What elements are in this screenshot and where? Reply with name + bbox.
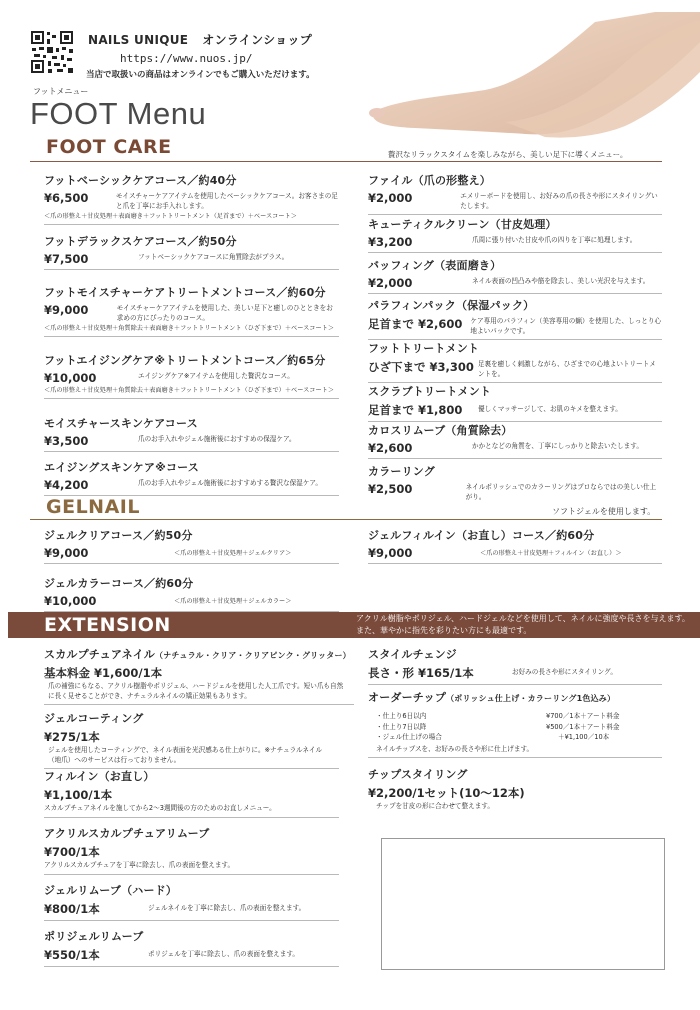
row-label: ・仕上り6日以内 bbox=[376, 712, 427, 720]
qr-code bbox=[30, 30, 74, 74]
menu-item bbox=[44, 646, 354, 705]
item-price: ¥275/1本 bbox=[44, 730, 100, 744]
item-price: ¥2,000 bbox=[368, 276, 413, 290]
menu-item bbox=[368, 216, 662, 253]
online-shop-label: オンラインショップ bbox=[202, 33, 313, 47]
item-divider bbox=[368, 563, 662, 564]
blank-note-box bbox=[381, 838, 665, 970]
item-divider bbox=[368, 757, 662, 758]
item-desc: ポリジェルを丁寧に除去し、爪の表面を整えます。 bbox=[148, 950, 299, 958]
menu-item bbox=[368, 383, 662, 422]
item-price: ¥9,000 bbox=[44, 303, 89, 317]
menu-item bbox=[44, 527, 339, 564]
item-desc: ネイルチップスを、お好みの長さや形に仕上げます。 bbox=[376, 744, 534, 753]
item-desc: 足裏を癒しく刺激しながら、ひざまでの心地よいトリートメントを。 bbox=[477, 360, 656, 378]
item-price: 足首まで ¥2,600 bbox=[368, 317, 463, 331]
item-price: ¥550/1本 bbox=[44, 948, 100, 962]
item-desc: かかとなどの角質を、丁寧にしっかりと除去いたします。 bbox=[472, 442, 643, 450]
item-name: フットモイスチャーケアトリートメントコース／約60分 bbox=[44, 286, 326, 299]
item-detail: ＜爪の形整え＋甘皮処理＋角質除去＋表面磨き＋フットトリートメント（ひざ下まで）＋ベースコート＞ bbox=[44, 325, 335, 333]
row-label: ・ジェル仕上げの場合 bbox=[376, 733, 442, 742]
item-divider bbox=[44, 966, 339, 967]
item-desc: 爪のお手入れやジェル施術後におすすめの保湿ケア。 bbox=[138, 435, 296, 443]
gelnail-title: GELNAIL bbox=[46, 496, 140, 518]
item-divider bbox=[368, 293, 662, 294]
item-desc: 爪周に張り付いた甘皮や爪の四りを丁寧に処理します。 bbox=[472, 236, 637, 244]
item-divider bbox=[44, 451, 339, 452]
item-divider bbox=[44, 269, 339, 270]
item-price: 基本料金 ¥1,600/1本 bbox=[44, 666, 163, 680]
menu-item bbox=[44, 284, 339, 337]
item-divider bbox=[44, 817, 339, 818]
menu-item bbox=[44, 233, 339, 270]
item-desc: 優しくマッサージして、お肌のキメを整えます。 bbox=[478, 405, 622, 413]
item-price: ¥9,000 bbox=[44, 546, 89, 560]
item-detail: ＜爪の形整え＋甘皮処理＋ジェルカラー＞ bbox=[174, 598, 292, 605]
item-name: カロスリムーブ（角質除去） bbox=[368, 424, 513, 437]
item-detail: ＜爪の形整え＋甘皮処理＋フィルイン（お直し）＞ bbox=[480, 550, 622, 557]
foot-care-title: FOOT CARE bbox=[46, 136, 172, 158]
menu-item bbox=[368, 340, 662, 383]
item-name: モイスチャースキンケアコース bbox=[44, 417, 198, 430]
menu-item bbox=[44, 882, 339, 921]
table-row bbox=[376, 711, 662, 722]
online-notice: 当店で取扱いの商品はオンラインでもご購入いただけます。 bbox=[86, 70, 315, 80]
foot-care-divider bbox=[30, 161, 662, 162]
item-price: ¥2,000 bbox=[368, 191, 413, 205]
feet-photo bbox=[355, 12, 700, 140]
item-desc: エメリーボードを使用し、お好みの爪の長さや形にスタイリングいたします。 bbox=[460, 192, 658, 210]
item-divider bbox=[368, 684, 662, 685]
item-desc: アクリルスカルプチュアを丁寧に除去し、爪の表面を整えます。 bbox=[44, 861, 235, 869]
menu-item bbox=[44, 415, 339, 452]
extension-title: EXTENSION bbox=[44, 614, 171, 636]
item-name-sub: （ポリッシュ仕上げ・カラーリング1色込み） bbox=[446, 694, 616, 703]
item-name: パラフィンパック（保湿パック） bbox=[368, 299, 535, 312]
item-detail: ＜爪の形整え＋甘皮処理＋ジェルクリア＞ bbox=[174, 550, 292, 557]
item-price: ¥800/1本 bbox=[44, 902, 100, 916]
item-desc: エイジングケア※アイテムを使用した贅沢なコース。 bbox=[138, 372, 294, 380]
item-name: ジェルクリアコース／約50分 bbox=[44, 529, 193, 542]
menu-sub-label: フットメニュー bbox=[33, 87, 89, 96]
brand-line bbox=[88, 31, 312, 48]
item-name: スクラブトリートメント bbox=[368, 385, 492, 398]
item-price: ¥2,500 bbox=[368, 482, 413, 496]
menu-item bbox=[368, 172, 662, 215]
item-name: キューティクルクリーン（甘皮処理） bbox=[368, 218, 557, 231]
item-price: ¥10,000 bbox=[44, 371, 97, 385]
item-divider bbox=[44, 336, 339, 337]
item-price: ¥2,600 bbox=[368, 441, 413, 455]
item-divider bbox=[44, 563, 339, 564]
item-divider bbox=[44, 704, 354, 705]
item-name: カラーリング bbox=[368, 465, 435, 478]
row-value: ¥700／1本＋アート料金 bbox=[546, 712, 620, 720]
item-divider bbox=[44, 920, 339, 921]
item-divider bbox=[44, 224, 339, 225]
item-name-sub: （ナチュラル・クリア・クリアピンク・グリッター） bbox=[155, 651, 351, 660]
row-value: ¥500／1本＋アート料金 bbox=[546, 722, 620, 731]
extension-desc: アクリル樹脂やポリジェル、ハードジェルなどを使用して、ネイルに強度や長さを与えます。また、華やかに指先を彩りたい方にも最適です。 bbox=[356, 614, 690, 635]
item-price: ¥6,500 bbox=[44, 191, 89, 205]
menu-item bbox=[44, 768, 339, 818]
item-desc: チップを甘皮の形に合わせて整えます。 bbox=[376, 802, 494, 810]
menu-item bbox=[44, 825, 339, 875]
item-name: ジェルフィルイン（お直し）コース／約60分 bbox=[368, 529, 595, 542]
menu-item bbox=[44, 575, 339, 612]
foot-care-desc: 贅沢なリラックスタイムを楽しみながら、美しい足下に導くメニュー。 bbox=[388, 150, 628, 159]
menu-item bbox=[368, 689, 662, 758]
item-name: エイジングスキンケア※コース bbox=[44, 461, 200, 474]
menu-item bbox=[44, 172, 339, 225]
item-desc: ジェルを使用したコーティングで、ネイル表面を光沢感ある仕上がりに。※ナチュラルネイル（地爪）へのサービスは行っておりません。 bbox=[48, 746, 323, 764]
row-label: ・仕上り7日以降 bbox=[376, 722, 427, 731]
menu-item bbox=[368, 257, 662, 294]
item-detail: ＜爪の形整え＋甘皮処理＋角質除去＋表面磨き＋フットトリートメント（ひざ下まで）＋ベースコート＞ bbox=[44, 387, 335, 394]
item-name: フットデラックスケアコース／約50分 bbox=[44, 235, 237, 248]
item-detail: ＜爪の形整え＋甘皮処理＋表面磨き＋フットトリートメント（足首まで）＋ベースコート＞ bbox=[44, 213, 297, 221]
menu-item bbox=[368, 463, 662, 502]
item-divider bbox=[368, 214, 662, 215]
item-price: ひざ下まで ¥3,300 bbox=[368, 360, 474, 374]
item-desc: スカルプチュアネイルを施してから2〜3週間後の方のためのお直しメニュー。 bbox=[44, 804, 276, 812]
item-name: ジェルリムーブ（ハード） bbox=[44, 884, 178, 897]
item-name: ジェルカラーコース／約60分 bbox=[44, 577, 194, 590]
item-name: スカルプチュアネイル bbox=[44, 648, 156, 661]
item-name: オーダーチップ bbox=[368, 691, 447, 704]
item-name: ポリジェルリムーブ bbox=[44, 930, 144, 943]
item-name: アクリルスカルプチュアリムーブ bbox=[44, 827, 210, 840]
item-price: ¥700/1本 bbox=[44, 845, 100, 859]
table-row bbox=[376, 732, 662, 743]
item-desc: モイスチャーケアアイテムを使用したベーシックケアコース。お客さまの足と爪を丁寧にお手入れします。 bbox=[116, 192, 338, 210]
item-divider bbox=[44, 398, 339, 399]
page-title: FOOT Menu bbox=[30, 96, 207, 131]
item-name: フットベーシックケアコース／約40分 bbox=[44, 174, 237, 187]
item-desc: ネイル表面の凹凸みや筋を除去し、美しい光沢を与えます。 bbox=[472, 277, 650, 285]
item-price: ¥9,000 bbox=[368, 546, 413, 560]
item-name: フットトリートメント bbox=[368, 342, 480, 355]
menu-item bbox=[44, 459, 339, 496]
item-divider bbox=[44, 874, 339, 875]
item-name: ファイル（爪の形整え） bbox=[368, 174, 491, 187]
menu-item bbox=[368, 422, 662, 459]
item-desc: 爪のお手入れやジェル施術後におすすめする贅沢な保湿ケア。 bbox=[138, 479, 323, 487]
item-price: ¥2,200/1セット(10〜12本) bbox=[368, 786, 525, 800]
item-price: 長さ・形 ¥165/1本 bbox=[368, 666, 474, 680]
item-price: ¥3,200 bbox=[368, 235, 413, 249]
item-name: フィルイン（お直し） bbox=[44, 770, 155, 783]
menu-item bbox=[368, 297, 662, 340]
gelnail-divider bbox=[30, 519, 662, 520]
brand-name: NAILS UNIQUE bbox=[88, 33, 189, 47]
item-desc: 爪の補強にもなる、アクリル樹脂やポリジェル、ハードジェルを使用した人工爪です。短い爪も自然に長く見せることができ、ナチュラルネイルの矯正効果もあります。 bbox=[48, 682, 344, 700]
item-divider bbox=[368, 458, 662, 459]
item-name: チップスタイリング bbox=[368, 768, 468, 781]
menu-item bbox=[44, 352, 339, 399]
menu-item bbox=[368, 527, 662, 564]
item-name: バッフィング（表面磨き） bbox=[368, 259, 502, 272]
item-desc: ケア専用のパラフィン（美容専用の蝋）を使用した、しっとり心地よいパックです。 bbox=[470, 317, 662, 335]
item-desc: お好みの長さや形にスタイリング。 bbox=[512, 668, 617, 676]
item-desc: ネイルポリッシュでのカラーリングはプロならではの美しい仕上がり。 bbox=[465, 483, 657, 501]
menu-item bbox=[44, 710, 339, 769]
item-desc: モイスチャーケアアイテムを使用した、美しい足下と癒しのひとときをお求めの方にぴったりのコース。 bbox=[116, 304, 333, 322]
item-price: ¥4,200 bbox=[44, 478, 89, 492]
shop-url[interactable]: https://www.nuos.jp/ bbox=[120, 52, 253, 65]
item-name: ジェルコーティング bbox=[44, 712, 144, 725]
table-row bbox=[376, 722, 662, 733]
order-tip-table bbox=[376, 711, 662, 743]
item-price: ¥3,500 bbox=[44, 434, 89, 448]
item-divider bbox=[368, 252, 662, 253]
item-price: ¥7,500 bbox=[44, 252, 89, 266]
item-price: ¥1,100/1本 bbox=[44, 788, 113, 802]
item-price: ¥10,000 bbox=[44, 594, 97, 608]
item-price: 足首まで ¥1,800 bbox=[368, 403, 463, 417]
menu-item bbox=[368, 766, 662, 812]
item-name: フットエイジングケア※トリートメントコース／約65分 bbox=[44, 354, 326, 367]
row-value: ＋¥1,100／10本 bbox=[558, 733, 610, 742]
menu-item bbox=[368, 646, 662, 685]
menu-item bbox=[44, 928, 339, 967]
item-desc: フットベーシックケアコースに角質除去がプラス。 bbox=[138, 253, 289, 261]
item-desc: ジェルネイルを丁寧に除去し、爪の表面を整えます。 bbox=[148, 904, 306, 912]
soft-gel-note: ソフトジェルを使用します。 bbox=[552, 507, 656, 516]
item-name: スタイルチェンジ bbox=[368, 648, 457, 661]
